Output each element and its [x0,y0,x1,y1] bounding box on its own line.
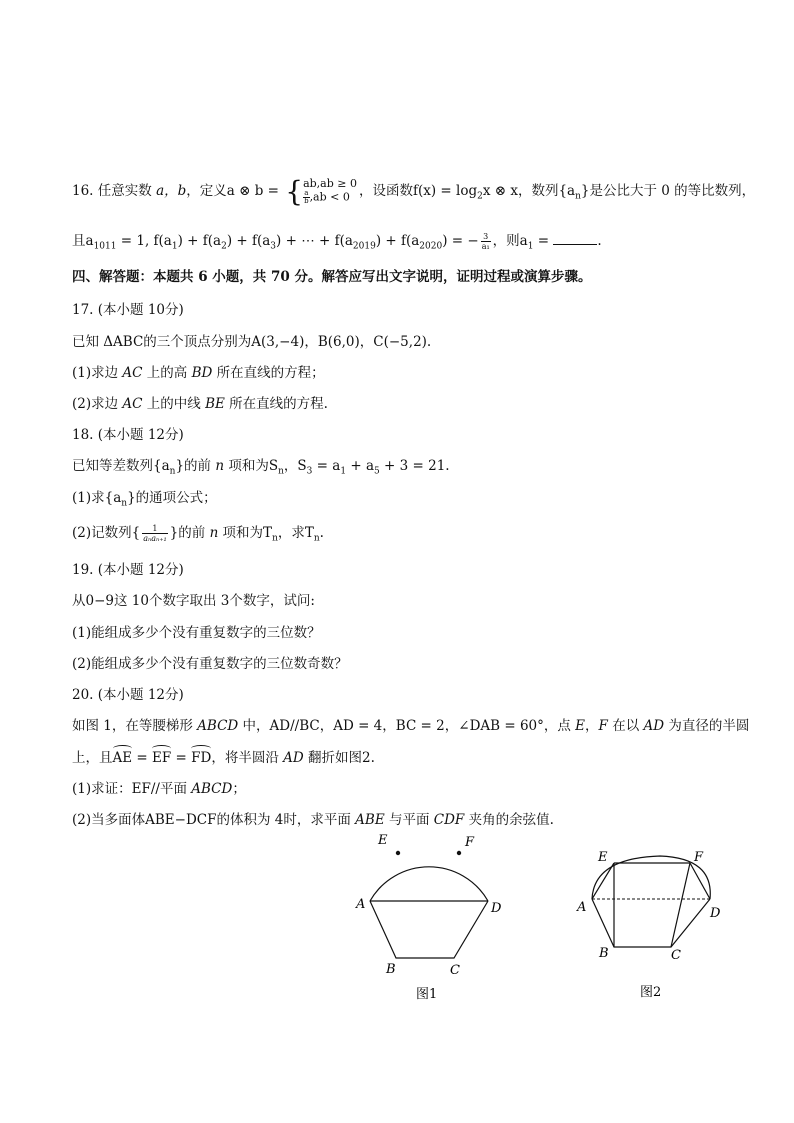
label-B: B [386,962,396,977]
figure-2-caption: 图2 [640,985,662,1000]
q16-line2: 且$a_{1011} = 1$, $f(a_1) + f(a_2) + f(a_3)$ + ⋯ + $f(a_{2019}) + f(a_{2020})$ = − $\frac{3}{\text{a₁}}$ ，则$a_1$ = . [72,232,602,252]
q17-part2: (2)求边 AC 上的中线 BE 所在直线的方程. [72,396,328,412]
q19-stem: 从0−9这 10个数字取出 3个数字，试问: [72,593,315,609]
label-F: F [465,835,475,850]
q20-part2: (2)当多面体ABE−DCF的体积为 4时，求平面 ABE 与平面 CDF 夹角的余弦值. [72,812,554,828]
q20-heading: 20. (本小题 12分) [72,687,184,703]
q20-stem-line1: 如图 1，在等腰梯形 ABCD 中，AD//BC，AD = 4，BC = 2，∠DAB = 60°，点 E，F 在以 AD 为直径的半圆 [72,718,750,734]
figure-2 [574,846,734,1006]
q20-stem-line2: 上，且AE = EF = FD，将半圆沿 AD 翻折如图2. [72,750,375,766]
q18-heading: 18. (本小题 12分) [72,427,184,443]
label-E: E [598,850,608,865]
q19-heading: 19. (本小题 12分) [72,562,184,578]
section-heading: 四、解答题：本题共 6 小题，共 70 分。解答应写出文字说明，证明过程或演算步骤。 [72,269,592,285]
fraction: $\frac{3}{\text{a₁}}$ [481,232,490,251]
q16-line1: 16. 任意实数 a，b，定义a ⊗ b = { ab,ab ≥ 0 $\frac{a}{b}$ ,ab < 0 ，设函数$f(x) = \log_2x$ ⊗ x，数列$\{a_n\}$是公比大于 0 的等比数列， [72,174,756,208]
label-E: E [378,833,388,848]
q19-part1: (1)能组成多少个没有重复数字的三位数？ [72,625,321,641]
label-C: C [450,963,460,978]
figure-1 [350,828,520,1003]
q18-part2: (2)记数列{ $\frac{1}{\text{aₙaₙ₊₁}}$ }的前 n 项和为$T_n$，求$T_n$. [72,524,324,544]
label-A: A [356,897,366,912]
q17-heading: 17. (本小题 10分) [72,302,184,318]
q19-part2: (2)能组成多少个没有重复数字的三位数奇数？ [72,656,348,672]
label-A: A [577,900,587,915]
label-D: D [710,906,721,921]
piecewise-definition: { ab,ab ≥ 0 $\frac{a}{b}$ ,ab < 0 [285,174,357,208]
q18-stem: 已知等差数列$\{a_n\}$的前 n 项和为$S_n$，$S_3 = a_1 + a_5 + 3 = 21$. [72,458,450,477]
label-C: C [671,948,681,963]
q17-part1: (1)求边 AC 上的高 BD 所在直线的方程； [72,365,325,381]
q18-part1: (1)求$\{a_n\}$的通项公式； [72,490,217,509]
q17-stem: 已知 ΔABC的三个顶点分别为A(3,−4)，B(6,0)，C(−5,2). [72,334,432,350]
label-F: F [694,850,704,865]
answer-blank [553,232,597,245]
figure-1-caption: 图1 [416,987,438,1002]
label-B: B [599,946,609,961]
q20-part1: (1)求证：EF//平面 ABCD； [72,781,246,797]
fraction: $\frac{1}{\text{aₙaₙ₊₁}}$ [143,524,167,543]
label-D: D [491,901,502,916]
